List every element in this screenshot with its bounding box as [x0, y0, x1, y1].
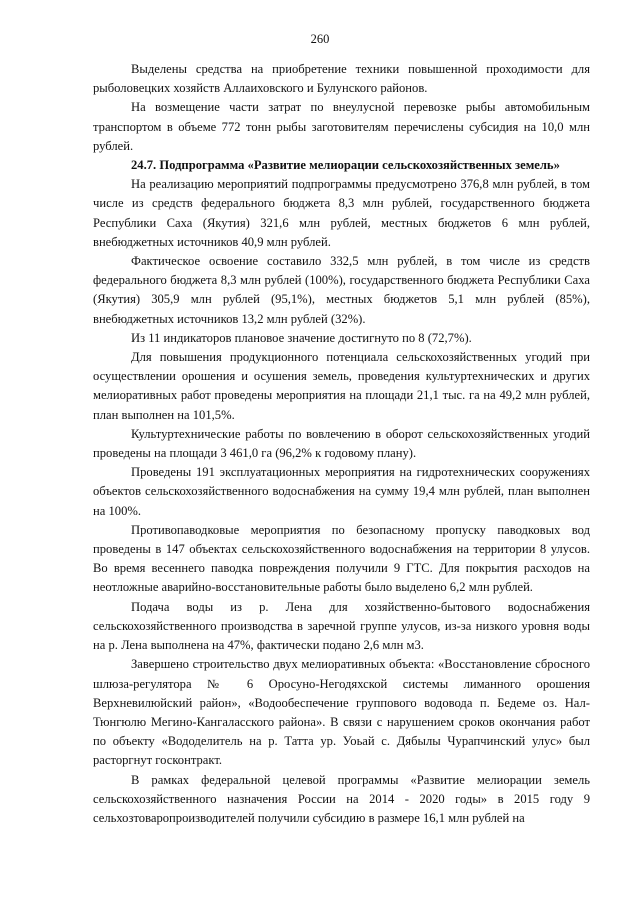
- paragraph-land-potential: Для повышения продукционного потенциала сельскохозяйственных угодий при осуществлении орошения и осушения земель, проведения культуртехнических и других мелиоративных работ проведены мероприятия на площади 21,1 тыс. га на 49,2 млн рублей, план выполнен на 101,5%.: [93, 350, 590, 422]
- page-content: [93, 60, 590, 828]
- paragraph-transport-subsidy: На возмещение части затрат по внеулусной перевозке рыбы автомобильным транспортом в объеме 772 тонн рыбы заготовителям перечислены субсидия на 10,0 млн рублей.: [93, 100, 590, 153]
- paragraph-equipment-funding: Выделены средства на приобретение техники повышенной проходимости для рыболовецких хозяйств Аллаиховского и Булунского районов.: [93, 62, 590, 96]
- paragraph-cultural-technical-works: Культуртехнические работы по вовлечению в оборот сельскохозяйственных угодий проведены на площади 3 461,0 га (96,2% к годовому плану).: [93, 426, 590, 461]
- paragraph-lena-water-supply: Подача воды из р. Лена для хозяйственно-бытового водоснабжения сельскохозяйственного производства в заречной группе улусов, из-за низкого уровня воды на р. Лена выполнена на 47%, фактически подано 2,6 млн м3.: [93, 599, 590, 653]
- paragraph-flood-prevention: Противопаводковые мероприятия по безопасному пропуску паводковых вод проведены в 147 объектах сельскохозяйственного водоснабжения на территории 8 улусов. Во время весеннего паводка повреждения получили 9 ГТС. Для покрытия расходов на неотложные аварийно-восстановительные работы было выделено 6,2 млн рублей.: [93, 522, 590, 595]
- paragraph-federal-program: В рамках федеральной целевой программы «Развитие мелиорации земель сельскохозяйственного назначения России на 2014 - 2020 годы» в 2015 году 9 сельхозтоваропроизводителей получили субсидию в размере 16,1 млн рублей на: [93, 772, 590, 825]
- page-number: 260: [310, 32, 330, 46]
- paragraph-hydrotechnical-maintenance: Проведены 191 эксплуатационных мероприятия на гидротехнических сооружениях объектов сельскохозяйственного водоснабжения на сумму 19,4 млн рублей, план выполнен на 100%.: [93, 465, 590, 518]
- section-heading: 24.7. Подпрограмма «Развитие мелиорации сельскохозяйственных земель»: [131, 158, 560, 173]
- paragraph-indicators: Из 11 индикаторов плановое значение достигнуто по 8 (72,7%).: [131, 330, 472, 345]
- paragraph-actual-spending: Фактическое освоение составило 332,5 млн рублей, в том числе из средств федерального бюджета 8,3 млн рублей (100%), государственного бюджета Республики Саха (Якутия) 305,9 млн рублей (95,1%), местных бюджетов 5,1 млн рублей (85%), внебюджетных источников 13,2 млн рублей (32%).: [93, 254, 590, 326]
- paragraph-planned-funding: На реализацию мероприятий подпрограммы предусмотрено 376,8 млн рублей, в том числе из средств федерального бюджета 8,3 млн рублей, государственного бюджета Республики Саха (Якутия) 321,6 млн рублей, местных бюджетов 6 млн рублей, внебюджетных источников 40,9 млн рублей.: [93, 177, 590, 249]
- paragraph-construction-completed: Завершено строительство двух мелиоративных объекта: «Восстановление сбросного шлюза-регулятора № 6 Оросуно-Негодяхской системы лиманного орошения Верхневилюйский район», «Водообеспечение группового водовода п. Бедеме оз. Нал-Тюнгюлю Мегино-Кангаласского района». В связи с нарушением сроков окончания работ по объекту «Вододелитель на р. Татта ур. Уоьай с. Дябылы Чурапчинский улус» был расторгнут госконтракт.: [93, 657, 590, 768]
